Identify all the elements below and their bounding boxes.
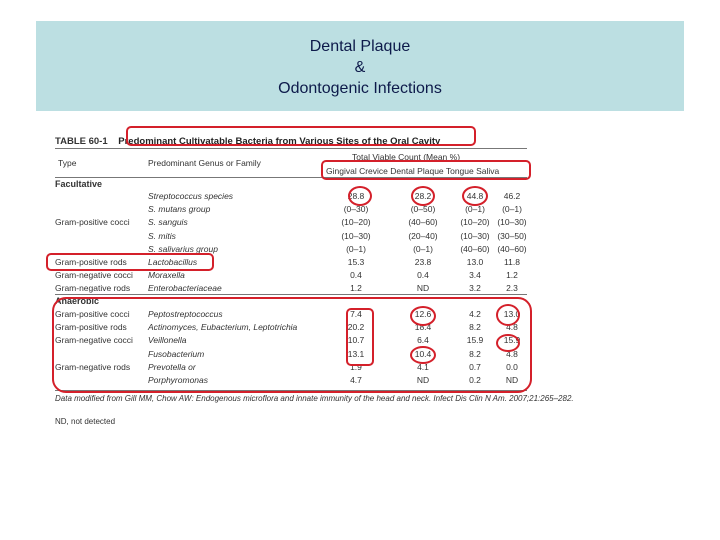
cell-type: Gram-positive rods — [55, 322, 127, 333]
cell-value: ND — [416, 283, 430, 294]
cell-genus: Prevotella or — [148, 361, 196, 372]
cell-value: 10.7 — [347, 335, 365, 346]
cell-value: 1.2 — [350, 283, 362, 294]
cell-value: 13.0 — [466, 257, 484, 267]
cell-genus: S. sanguis — [148, 217, 188, 228]
table-row — [55, 270, 527, 282]
table-caption: Predominant Cultivatable Bacteria from Various Sites of the Oral Cavity — [118, 136, 441, 147]
cell-value: (0–30) — [343, 204, 369, 215]
cell-value: 13.0 — [503, 309, 521, 319]
header-genus: Predominant Genus or Family — [148, 158, 261, 168]
cell-value: (10–20) — [341, 217, 371, 228]
table-label: TABLE 60-1 — [55, 136, 108, 147]
header-sites: Gingival Crevice Dental Plaque Tongue Saliva — [326, 166, 500, 176]
cell-value: 15.9 — [503, 335, 521, 346]
cell-value: 3.4 — [469, 270, 481, 281]
slide-title-line-2: & — [354, 59, 366, 76]
cell-value: 0.0 — [506, 361, 518, 372]
cell-value: 0.7 — [469, 361, 481, 372]
cell-type: Gram-negative rods — [55, 283, 131, 294]
cell-value: 28.2 — [414, 191, 432, 201]
slide-title-line-1: Dental Plaque — [309, 38, 411, 55]
cell-value: (10–30) — [341, 230, 371, 241]
cell-value: 8.2 — [469, 348, 481, 359]
footnote-source: Data modified from Gill MM, Chow AW: Endogenous microflora and innate immunity of the head and neck. Infect Dis Clin N Am. 2007;21:265–282. — [55, 394, 574, 403]
table-row — [55, 191, 527, 203]
cell-value: (0–1) — [413, 243, 433, 254]
site-header-highlight-box — [321, 160, 531, 180]
cell-value: 20.2 — [347, 322, 365, 333]
cell-value: 23.8 — [414, 257, 432, 267]
cell-value: (10–20) — [460, 217, 490, 228]
cell-value: (0–1) — [346, 243, 366, 254]
cell-genus: S. mutans group — [148, 204, 211, 215]
caption-highlight-box — [126, 126, 476, 146]
header-viable-count: Total Viable Count (Mean %) — [352, 152, 461, 162]
cell-type: Gram-positive cocci — [55, 309, 130, 319]
cell-value: 46.2 — [503, 191, 521, 201]
cell-value: ND — [416, 375, 430, 385]
cell-value: (0–50) — [410, 204, 436, 215]
cell-value: 1.9 — [350, 361, 362, 372]
lactobacillus-highlight-box — [46, 253, 214, 271]
cell-value: (10–30) — [460, 230, 490, 241]
cell-value: 0.2 — [469, 375, 481, 385]
cell-value: 12.6 — [414, 309, 432, 319]
cell-value: 7.4 — [350, 309, 362, 319]
cell-genus: Porphyromonas — [148, 375, 209, 385]
cell-value: 10.4 — [414, 348, 432, 359]
gingival-anaerobe-box — [346, 308, 374, 366]
cell-genus: Veillonella — [148, 335, 187, 346]
cell-genus: Moraxella — [148, 270, 185, 281]
cell-value: (40–60) — [408, 217, 438, 228]
cell-value: (40–60) — [460, 243, 490, 254]
cell-value: 4.2 — [469, 309, 481, 319]
section-anaerobic: Anaerobic — [55, 296, 100, 306]
cell-genus: Actinomyces, Eubacterium, Leptotrichia — [148, 322, 298, 333]
cell-genus: Streptococcus species — [148, 191, 234, 201]
plaque-strep-circle — [411, 186, 435, 206]
cell-genus: Lactobacillus — [148, 257, 198, 267]
cell-value: (10–30) — [497, 217, 527, 228]
cell-value: 28.8 — [347, 191, 365, 201]
cell-type: Gram-negative cocci — [55, 335, 133, 346]
cell-value: 11.8 — [504, 257, 520, 267]
saliva-veillonella-circle — [496, 334, 520, 352]
table-row — [55, 204, 527, 216]
cell-genus: Peptostreptococcus — [148, 309, 223, 319]
cell-value: 4.7 — [350, 375, 362, 385]
cell-value: 4.1 — [417, 361, 429, 372]
footnote-nd: ND, not detected — [55, 417, 116, 426]
cell-value: (0–1) — [502, 204, 522, 215]
table-row — [55, 217, 527, 229]
cell-type: Gram-positive cocci — [55, 217, 130, 228]
cell-value: 0.4 — [417, 270, 429, 281]
anaerobic-highlight-box — [52, 297, 532, 393]
cell-value: (40–60) — [497, 243, 527, 254]
tongue-strep-circle — [462, 186, 488, 206]
cell-genus: S. mitis — [148, 230, 176, 241]
rule-top — [55, 148, 527, 149]
gingival-strep-circle — [348, 186, 372, 206]
cell-value: 44.8 — [466, 191, 484, 201]
slide-title-banner — [36, 21, 684, 111]
cell-value: 3.2 — [469, 283, 481, 294]
cell-value: 18.4 — [414, 322, 432, 333]
cell-value: (20–40) — [408, 230, 438, 241]
cell-value: 15.3 — [347, 257, 365, 267]
cell-genus: Enterobacteriaceae — [148, 283, 222, 294]
section-facultative: Facultative — [55, 179, 103, 189]
cell-value: 6.4 — [417, 335, 429, 346]
cell-value: (30–50) — [497, 230, 527, 241]
cell-type: Gram-negative rods — [55, 361, 131, 372]
cell-genus: Fusobacterium — [148, 348, 205, 359]
saliva-pepto-circle — [496, 304, 520, 326]
plaque-fuso-circle — [410, 346, 436, 364]
slide-title-line-3: Odontogenic Infections — [278, 80, 442, 97]
cell-value: 4.8 — [506, 348, 518, 359]
header-type: Type — [58, 158, 77, 168]
plaque-pepto-circle — [410, 306, 436, 326]
cell-type: Gram-negative cocci — [55, 270, 133, 281]
rule-mid — [55, 294, 527, 295]
cell-value: 2.3 — [506, 283, 518, 294]
cell-value: 15.9 — [466, 335, 484, 346]
cell-value: ND — [505, 375, 519, 385]
cell-genus: S. salivarius group — [148, 243, 218, 254]
table-row — [55, 231, 527, 243]
cell-type: Gram-positive rods — [55, 257, 127, 267]
cell-value: 4.8 — [506, 322, 518, 333]
cell-value: 0.4 — [350, 270, 362, 281]
cell-value: (0–1) — [465, 204, 485, 215]
cell-value: 13.1 — [347, 348, 365, 359]
cell-value: 1.2 — [506, 270, 518, 281]
cell-value: 8.2 — [469, 322, 481, 333]
